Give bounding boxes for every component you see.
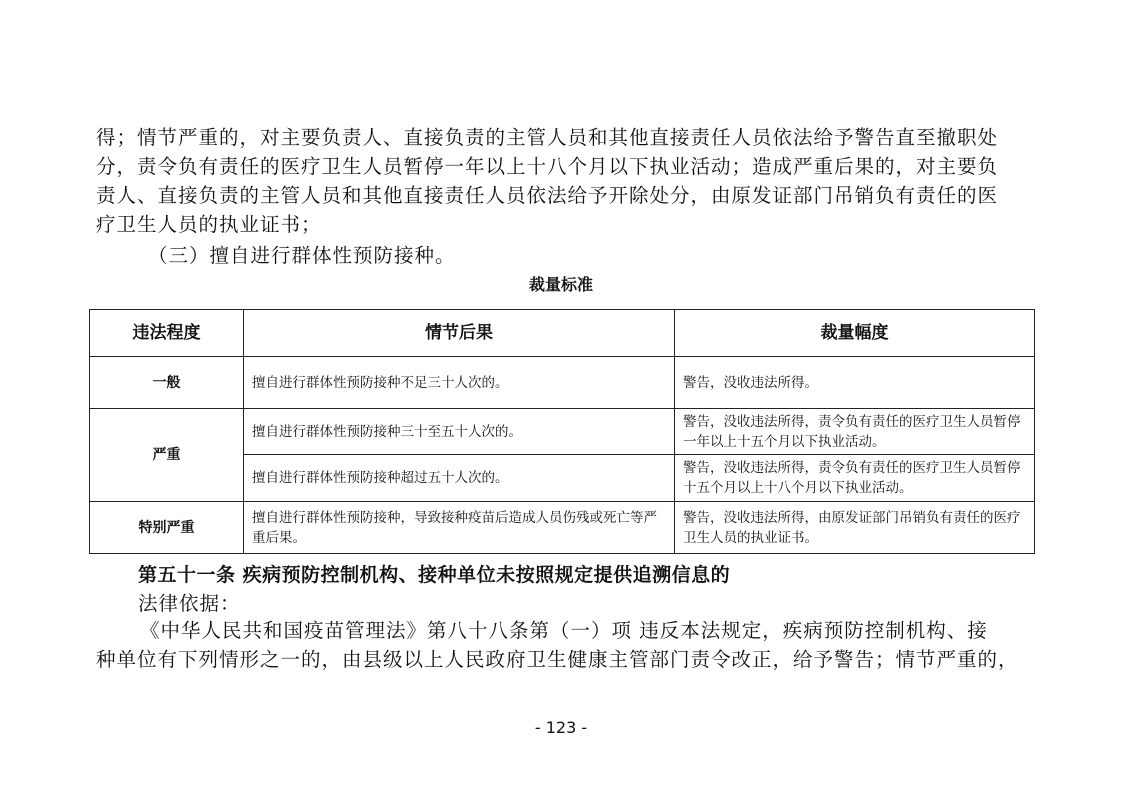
table-row xyxy=(90,409,1035,455)
penalty-cell: 警告，没收违法所得，责令负有责任的医疗卫生人员暂停一年以上十五个月以下执业活动。 xyxy=(675,409,1035,455)
consequence-cell: 擅自进行群体性预防接种超过五十人次的。 xyxy=(244,455,675,502)
consequence-cell: 擅自进行群体性预防接种三十至五十人次的。 xyxy=(244,409,675,455)
header-circumstance: 情节后果 xyxy=(244,310,675,357)
table-header-row xyxy=(90,310,1035,357)
header-violation-degree: 违法程度 xyxy=(90,310,244,357)
text-line: 得；情节严重的，对主要负责人、直接负责的主管人员和其他直接责任人员依法给予警告直至撤职处 xyxy=(96,126,999,149)
header-penalty-range: 裁量幅度 xyxy=(675,310,1035,357)
article-heading: 第五十一条 疾病预防控制机构、接种单位未按照规定提供追溯信息的 xyxy=(138,564,731,586)
table-row xyxy=(90,357,1035,409)
paragraph-legal-basis xyxy=(96,616,1028,674)
penalty-cell: 警告，没收违法所得，由原发证部门吊销负有责任的医疗卫生人员的执业证书。 xyxy=(675,502,1035,554)
level-cell: 一般 xyxy=(90,357,244,409)
text-line: 责人、直接负责的主管人员和其他直接责任人员依法给予开除处分，由原发证部门吊销负有责任的医 xyxy=(96,184,999,207)
legal-basis-label: 法律依据： xyxy=(138,592,241,615)
paragraph-penalty-continuation xyxy=(96,123,1028,239)
level-cell: 严重 xyxy=(90,409,244,502)
text-line: 种单位有下列情形之一的，由县级以上人民政府卫生健康主管部门责令改正，给予警告；情节严重的， xyxy=(96,648,1019,671)
text-line: 分，责令负有责任的医疗卫生人员暂停一年以上十八个月以下执业活动；造成严重后果的，对主要负 xyxy=(96,155,999,178)
consequence-cell: 擅自进行群体性预防接种不足三十人次的。 xyxy=(244,357,675,409)
text-line: 《中华人民共和国疫苗管理法》第八十八条第（一）项 违反本法规定，疾病预防控制机构、接 xyxy=(140,619,988,642)
table-row xyxy=(90,502,1035,554)
text-line: 疗卫生人员的执业证书； xyxy=(96,213,322,236)
table-caption: 裁量标准 xyxy=(528,275,593,294)
penalty-cell: 警告，没收违法所得，责令负有责任的医疗卫生人员暂停十五个月以上十八个月以下执业活动。 xyxy=(675,455,1035,502)
page-number: - 123 - xyxy=(534,718,588,737)
level-cell: 特别严重 xyxy=(90,502,244,554)
discretion-standard-table xyxy=(89,309,1035,554)
penalty-cell: 警告，没收违法所得。 xyxy=(675,357,1035,409)
consequence-cell: 擅自进行群体性预防接种，导致接种疫苗后造成人员伤残或死亡等严重后果。 xyxy=(244,502,675,554)
list-item-3: （三）擅自进行群体性预防接种。 xyxy=(148,244,456,267)
